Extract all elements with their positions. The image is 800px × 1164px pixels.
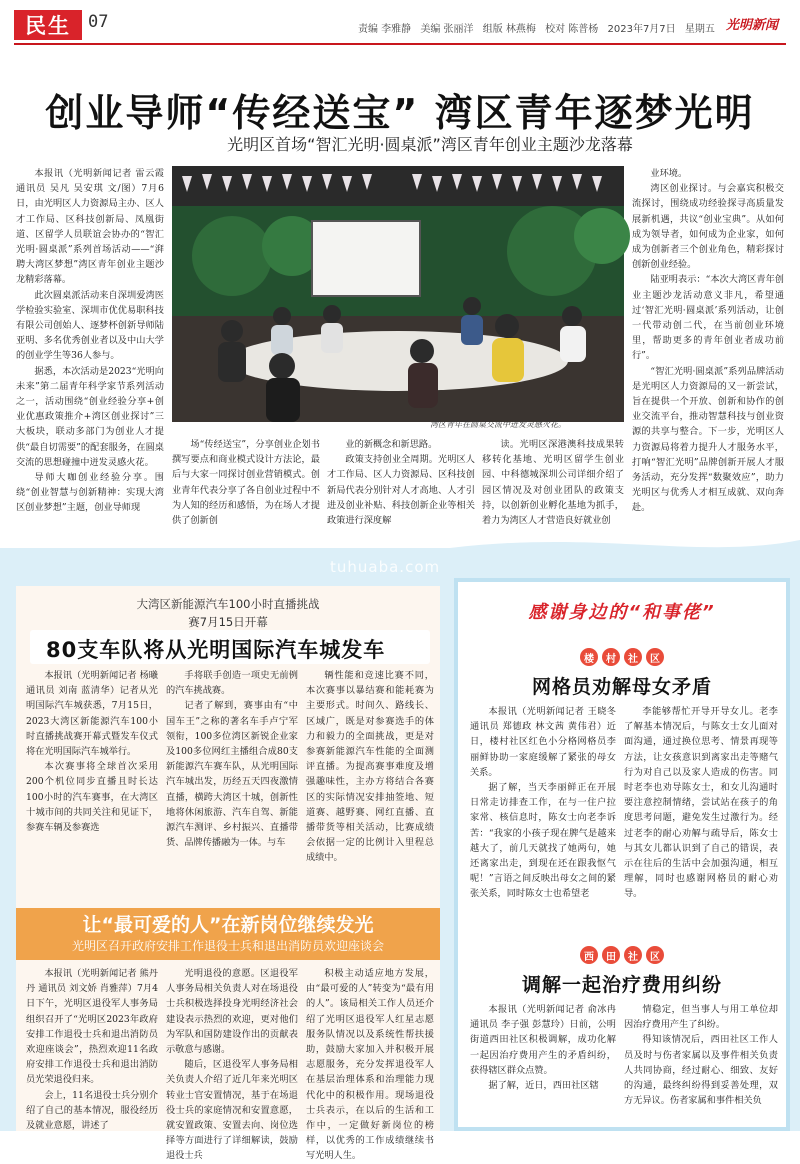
car-column-2 [166,668,298,900]
paragraph: 记者了解到，赛事由有“中国车王”之称的著名车手卢宁军领衔，100多位湾区新锐企业家及100多位网红主播组合成80支新能源汽车赛车队，从光明国际汽车城出发，历经五天四夜激情直播，横跨大湾区十城，创新性地将休闲旅游、汽车自驾、新能源汽车测评、乡村振兴、直播带货、品牌传播融为一体。与车 [166,700,298,849]
lead-column-3 [327,437,475,533]
car-column-1 [26,668,158,900]
tag-char: 社 [624,648,642,666]
paragraph: 光明退役的意愿。区退役军人事务局相关负责人对在场退役士兵积极选择投身光明经济社会建设表示热烈的欢迎，更对他们为军队和国防建设作出的贡献表示敬意与感谢。 [166,968,298,1056]
meta-typesetter: 组版 林燕梅 [482,24,536,35]
newspaper-logo: 光明新闻 [726,18,779,33]
community-tag-loucun [462,648,782,666]
header-divider [14,43,786,45]
meta-editor: 责编 李雅静 [358,24,412,35]
page-number: 07 [88,12,109,32]
veteran-column-1 [26,966,158,1132]
paragraph: 政策支持创业全周期。光明区人才工作局、区人力资源局、区科技创新局代表分别针对人才高地、人才引进及创业补贴、科技创新企业等相关政策进行深度解 [327,454,475,527]
veteran-headline: 让“最可爱的人”在新岗位继续发光 [82,914,374,936]
community-story2-column-2 [624,1002,778,1128]
paragraph: 积极主动适应地方发展，由“最可爱的人”转变为“最有用的人”。该局相关工作人员还介绍了光明区退役军人红星志愿服务队情况以及系统性帮扶援助，鼓励大家加入并积极开展志愿服务，充分发挥退役军人在基层治理体系和治理能力现代化中的积极作用。现场退役士兵表示，在以后的生活和工作中，一定做好新岗位的榜样，以优秀的工作成绩继续书写光明人生。 [306,968,434,1162]
tag-char: 西 [580,946,598,964]
community-story1-title: 网格员劝解母女矛盾 [531,676,712,698]
paragraph: 会上，11名退役士兵分别介绍了自己的基本情况，服役经历及就业意愿，讲述了 [26,1089,158,1132]
watermark: tuhuaba.com [330,558,441,576]
meta-proofreader: 校对 陈普杨 [545,24,599,35]
paragraph: 得知该情况后，西田社区工作人员及时与伤者家属以及事件相关负责人共同协商，经过耐心、细致、友好的沟通，最终纠纷得到妥善处理，双方无异议。伤者家属和事件相关负 [624,1034,778,1107]
paragraph: 据了解，当天李丽鲜正在开展日常走访排查工作，在与一住户拉家常、核信息时，陈女士向老李诉苦：“我家的小孩子现在脾气是越来越大了，前几天就找了她两句，她还离家出走，到现在还在跟我怄气呢！”言语之间反映出母女之间的紧张关系，同时陈女士也希望老 [470,782,616,900]
paragraph: 本报讯（光明新闻记者 杨曦 通讯员 刘南 蓝清华）记者从光明国际汽车城获悉，7月15日，2023大湾区新能源汽车100小时直播挑战赛开幕式暨发车仪式将在光明国际汽车城举行。 [26,670,158,758]
paragraph: 读。光明区深港澳科技成果转移转化基地、光明区留学生创业园、中科德城深圳公司详细介绍了园区情况及对创业团队的政策支持，以创新创业孵化基地为抓手，着力为湾区人才营造良好就业创 [482,439,624,527]
tag-char: 楼 [580,648,598,666]
car-headline: 80支车队将从光明国际汽车城发车 [46,638,386,662]
tag-char: 区 [646,946,664,964]
photo-caption: 湾区青年在圆桌交流中迸发灵感火花。 [430,420,566,429]
veteran-subhead: 光明区召开政府安排工作退役士兵和退出消防员欢迎座谈会 [71,939,384,953]
editor-credits [358,20,721,35]
lead-column-5 [632,166,784,536]
paragraph: 此次圆桌派活动来自深圳爱湾医学检验实验室、深圳市优优易职科技有限公司创始人、逐梦杯创新导师陆亚明、多名优秀创业者以及中山大学的创业学生等36人参与。 [16,289,164,362]
salon-photo-illustration [172,166,624,422]
paragraph: 本报讯（光明新闻记者 王晓冬 通讯员 郑德政 林文茜 黄伟君）近日，楼村社区红色小分格网格员李丽鲜协助一家庭缓解了紧张的母女关系。 [470,706,616,778]
meta-date: 2023年7月7日 [607,24,676,35]
community-story2-title: 调解一起治疗费用纠纷 [521,974,722,996]
tag-char: 区 [646,648,664,666]
lead-subhead: 光明区首场“智汇光明·圆桌派”湾区青年创业主题沙龙落幕 [227,135,633,154]
lead-column-1 [16,166,164,536]
paragraph: 本次赛事将全球首次采用200个机位同步直播且时长达100小时的汽车赛事，在大湾区十城市间的共同关注和见证下，参赛车辆及参赛选 [26,761,158,834]
salon-photo [172,166,624,422]
paragraph: 陆亚明表示：“本次大湾区青年创业主题沙龙活动意义非凡，希望通过‘智汇光明·圆桌派’系列活动，让创一代带动创二代，在当前创业环境里，帮助更多的青年创业者成功前行”。 [632,274,784,362]
lead-column-4 [482,437,624,533]
paragraph: 辆性能和竞速比赛不同，本次赛事以暴结赛和能耗赛为主要形式。时间久、路线长、区域广，既是对参赛选手的体力和毅力的全面挑战，更是对参赛新能源汽车性能的全面测评直播。为提高赛事难度及增强趣味性，主办方将结合各赛区的实际情况安排抽签地、短道赛、越野赛、网红直播、直播带货等相关活动，比赛成绩会依据一定的比例计入里程总成绩中。 [306,670,434,864]
paragraph: 李能够帮忙开导开导女儿。老李了解基本情况后，与陈女士女儿面对面沟通，通过换位思考、情景再现等方法，让女孩意识到离家出走等赌气行为对自己以及家人造成的伤害。同时老李也劝导陈女士，和女儿沟通时要注意控制情绪，尝试站在孩子的角度思考问题，避免发生过激行为。经过老李的耐心劝解与疏导后，陈女士与其女儿都认识到了自己的错误，表示在往后的生活中会加强沟通，相互理解，同时也感谢网格员的耐心劝导。 [624,706,778,900]
paragraph: 导师大咖创业经验分享。围绕“创业智慧与创新精神：实现大湾区创业梦想”主题，创业导师现 [16,472,164,514]
paragraph: 湾区创业探讨。与会嘉宾积极交流探讨，围绕成功经验探寻高质量发展新机遇，共议“创业宝典”。从如何成为领导者，如何成为企业家，如何成为创新者三个创业角色，精彩探讨创新创业经验。 [632,183,784,271]
paragraph: 手将联手创造一项史无前例的汽车挑战赛。 [166,670,298,697]
community-story1-column-1 [470,704,616,938]
paragraph: 本报讯（光明新闻记者 俞冰冉 通讯员 李子强 彭慧玲）日前，公明街道西田社区积极调解，成功化解一起因治疗费用产生的矛盾纠纷，获得辖区群众点赞。 [470,1004,616,1076]
tag-char: 田 [602,946,620,964]
tag-char: 社 [624,946,642,964]
paragraph: 业的新概念和新思路。 [345,439,438,450]
meta-weekday: 星期五 [684,24,715,35]
car-kicker-line2: 赛7月15日开幕 [188,615,268,629]
lead-column-2 [172,437,320,533]
paragraph: 据了解，近日，西田社区辖 [488,1080,599,1092]
paragraph: 业环境。 [650,168,688,179]
paragraph: “智汇光明·圆桌派”系列品牌活动是光明区人力资源局的又一新尝试，旨在提供一个开放、创新和协作的创业交流平台，推动智慧科技与创业资源的共享与整合。下一步，光明区人力资源局将着力提升人才服务水平，打响“智汇光明”品牌创新开展人才服务活动，充分发挥“数聚效应”，助力光明区与优秀人才相互成就、双向奔赴。 [632,365,784,514]
veteran-column-3 [306,966,434,1162]
paragraph: 随后，区退役军人事务局相关负责人介绍了近几年来光明区转业士官安置情况，基于在场退役士兵的家庭情况和安置意愿，就安置政策、安置去向、岗位选择等方面进行了详细解读，鼓励退役士兵 [166,1059,298,1162]
meta-designer: 美编 张丽洋 [420,24,474,35]
community-story1-column-2 [624,704,778,938]
paragraph: 本报讯（光明新闻记者 熊丹丹 通讯员 刘文娇 肖雅萍）7月4日下午，光明区退役军人事务局组织召开了“光明区2023年政府安排工作退役士兵和退出消防员欢迎座谈会”，热烈欢迎11名政府安排工作退役士兵和退出消防员光荣退役归来。 [26,968,158,1086]
lead-headline: 创业导师“传经送宝” 湾区青年逐梦光明 [45,91,755,135]
car-column-3 [306,668,434,900]
community-story2-column-1 [470,1002,616,1128]
community-tag-xitian [462,946,782,964]
paragraph: 本报讯（光明新闻记者 雷云霞 通讯员 吴凡 吴安琪 文/图）7月6日，由光明区人力资源局主办、区人才工作局、区科技创新局、凤凰街道、区留学人员联谊会协办的“智汇光明·圆桌派”系列首场活动——“湃聘大湾区梦想”湾区青年创业主题沙龙精彩落幕。 [16,168,164,286]
paragraph: 场“传经送宝”，分享创业企划书撰写要点和商业模式设计方法论，最后与大家一同探讨创业营销模式。创业青年代表分享了各自创业过程中不为人知的经历和感悟，为在场人才提供了创新创 [172,439,320,527]
paragraph: 情稳定，但当事人与用工单位却因治疗费用产生了纠纷。 [624,1004,778,1031]
veteran-column-2 [166,966,298,1162]
tag-char: 村 [602,648,620,666]
car-kicker: 大湾区新能源汽车100小时直播挑战 [136,597,320,611]
community-section-title: 感谢身边的“和事佬” [528,602,716,623]
section-tag: 民生 [14,10,82,40]
paragraph: 据悉，本次活动是2023“光明向未来”第二届青年科学家节系列活动之一，活动围绕“创业经验分享+创业优惠政策推介+湾区创业探讨”三大板块，联动多部门为创业人才提供“最自切需要”的配套服务，在圆桌交流的思想碰撞中迸发灵感火花。 [16,365,164,468]
